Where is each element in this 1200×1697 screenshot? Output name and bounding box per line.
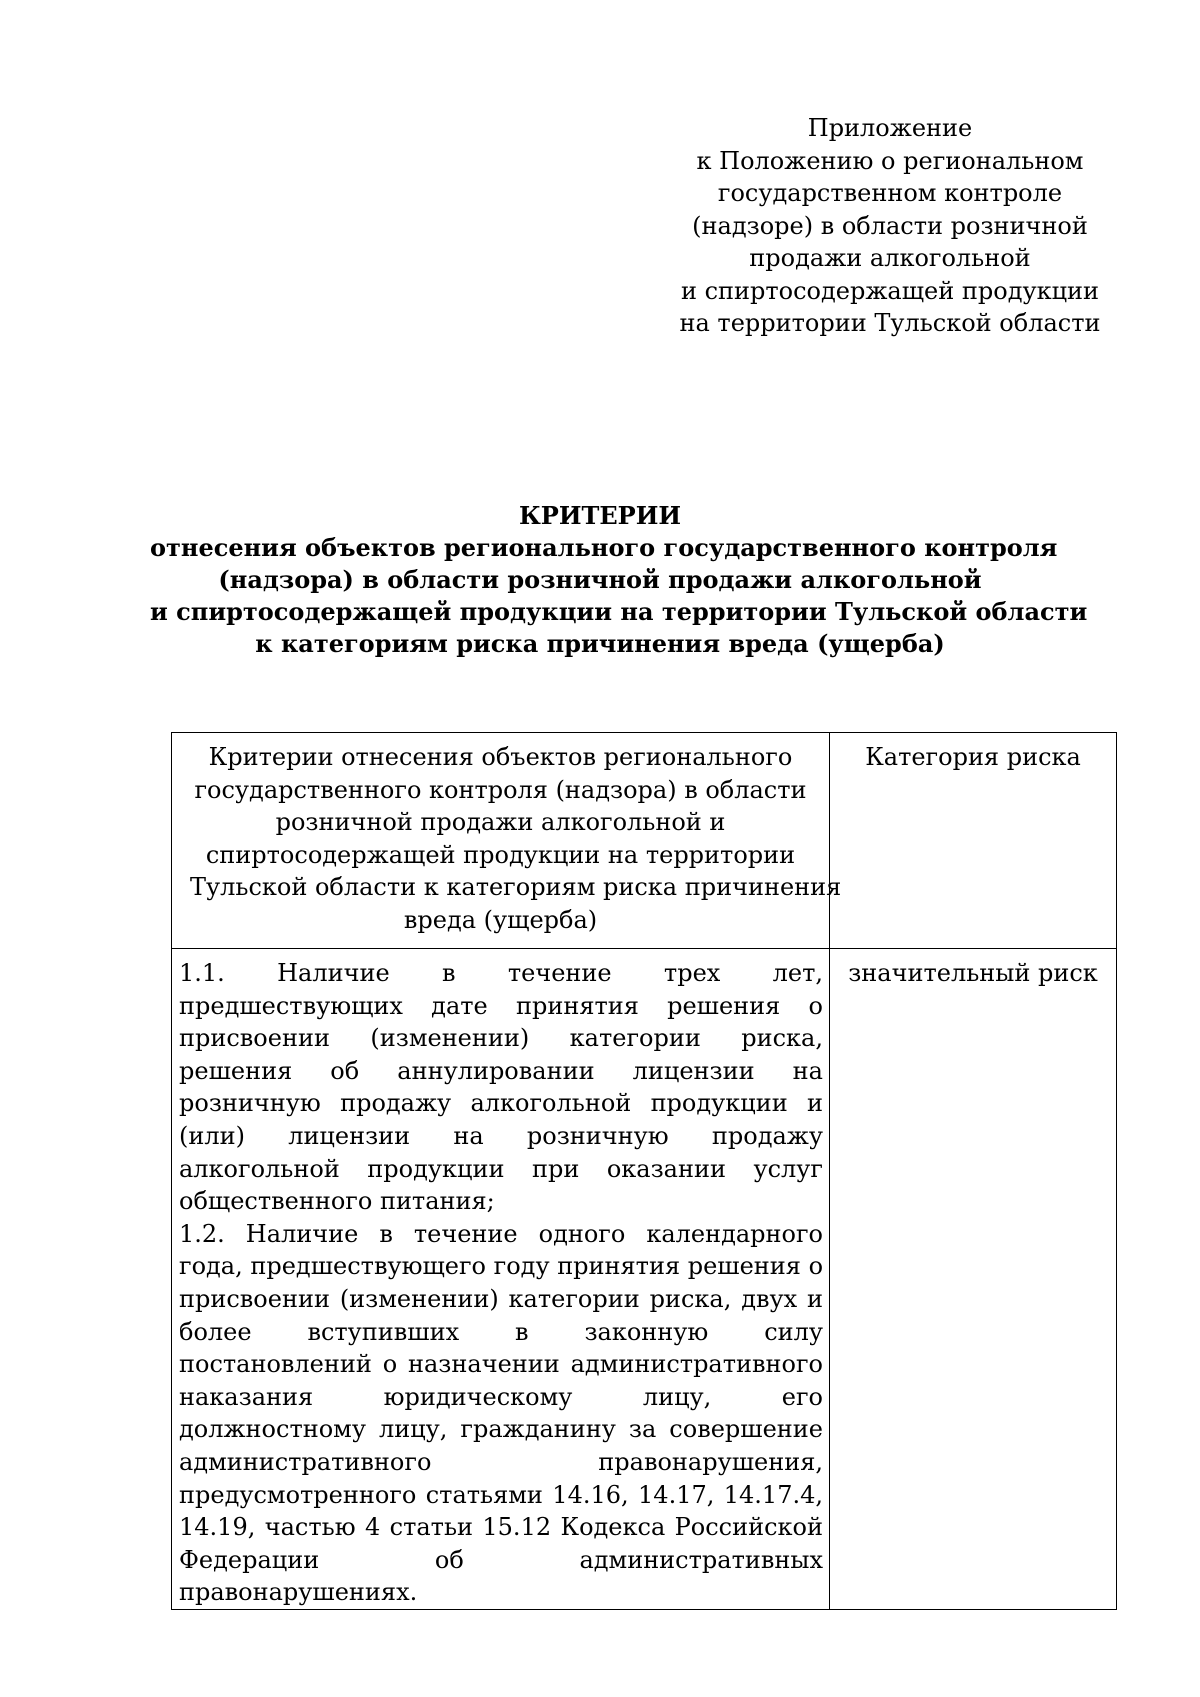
criterion-item: 1.2. Наличие в течение одного календарного года, предшествующего году принятия решения о присвоении (изменении) категории риска, двух и более вступивших в законную силу постановлений о назначении административного наказания юридическому лицу, его должностному лицу, гражданину за совершение административного правонарушения, предусмотренного статьями 14.16, 14.17, 14.17.4, 14.19, частью 4 статьи 15.12 Кодекса Российской Федерации об административных правонарушениях. [179,1219,824,1607]
title-line: и спиртосодержащей продукции на территории Тульской области [150,597,1088,626]
appendix-line: на территории Тульской области [679,309,1101,337]
table-header-row [172,733,1117,949]
appendix-line: государственном контроле [717,179,1063,207]
title-heading: КРИТЕРИИ [518,501,682,530]
header-criteria-line: Критерии отнесения объектов регионального [208,743,793,771]
appendix-note [670,112,1110,340]
header-criteria-cell [172,733,842,949]
document-title [150,500,1088,660]
criteria-table [171,732,1117,1610]
header-criteria-line: государственного контроля (надзора) в области [194,775,807,804]
appendix-line: продажи алкогольной [749,244,1031,272]
risk-category-cell: значительный риск [830,949,1117,1610]
header-category-cell: Категория риска [830,733,1117,949]
header-criteria-line: Тульской области к категориям риска причинения [190,873,842,902]
criterion-item: 1.1. Наличие в течение трех лет, предшествующих дате принятия решения о присвоении (изменении) категории риска, решения об аннулировании лицензии на розничную продажу алкогольной продукции и (или) лицензии на розничную продажу алкогольной продукции при оказании услуг общественного питания; [179,959,823,1216]
header-criteria-line: розничной продажи алкогольной и [275,808,726,837]
appendix-line: (надзоре) в области розничной [692,211,1088,240]
title-line: к категориям риска причинения вреда (ущерба) [255,629,945,658]
title-line: (надзора) в области розничной продажи алкогольной [218,565,982,594]
table-row [172,949,1117,1610]
appendix-line: Приложение [807,114,973,142]
appendix-line: и спиртосодержащей продукции [680,276,1100,305]
header-criteria-line: спиртосодержащей продукции на территории [205,840,796,869]
title-line: отнесения объектов регионального государственного контроля [150,533,1058,562]
header-criteria-line: вреда (ущерба) [403,905,598,934]
criteria-cell [172,949,830,1610]
appendix-line: к Положению о региональном [696,146,1084,175]
